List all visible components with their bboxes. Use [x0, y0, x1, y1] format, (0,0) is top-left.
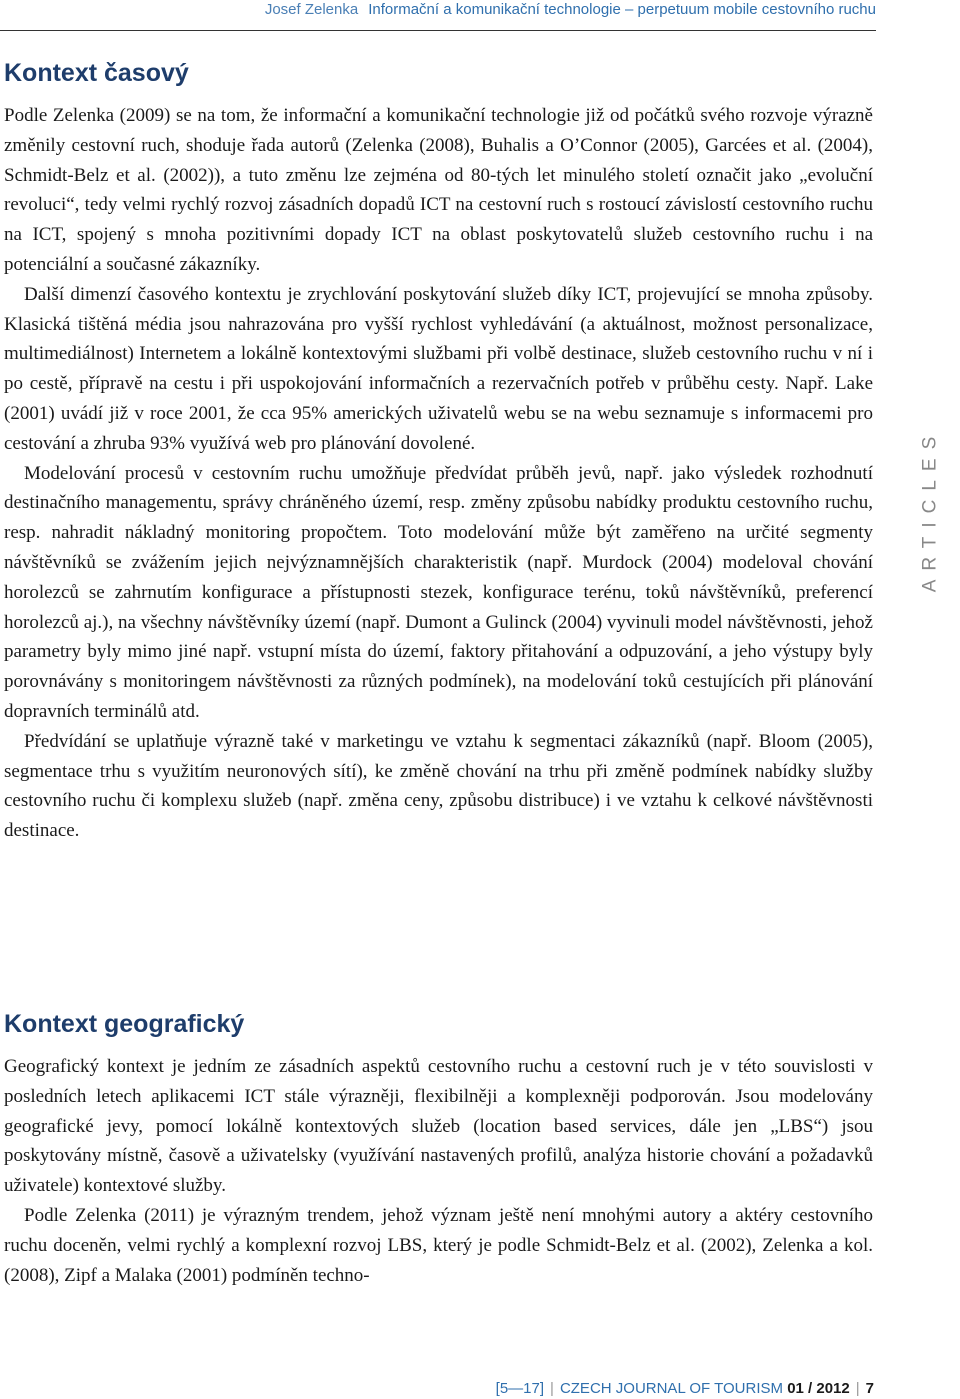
paragraph: Podle Zelenka (2009) se na tom, že informační a komunikační technologie již od počátků svého rozvoje výrazně změnily cestovní ruch, shoduje řada autorů (Zelenka (2008), Buhalis a O’Connor (2005), Garcées et al. (2004), Schmidt-Belz et al. (2002)), a tuto změnu lze zejména od 80-tých let minulého století označit jako „evoluční revoluci“, tedy velmi rychlý rozvoj zásadních dopadů ICT na cestovní ruch s rostoucí závislostí cestovního ruchu na ICT, spojený s mnoha pozitivními dopady ICT na oblast poskytovatelů služeb cestovního ruchu i na potenciální a současné zákazníky. [4, 105, 873, 275]
footer-issue: 01 / 2012 [787, 1380, 850, 1397]
header-rule [0, 30, 876, 31]
side-label-text: ARTICLES [919, 427, 941, 593]
section-body-temporal [4, 101, 873, 846]
paragraph: Modelování procesů v cestovním ruchu umožňuje předvídat průběh jevů, např. jako výsledek rozhodnutí destinačního managementu, správy chráněného území, resp. změny způsobu nabídky produktu cestovního ruchu, resp. nahradit nákladný monitoring propočtem. Toto modelování může být zaměřeno na určité segmenty návštěvníků se zvážením jejich nejvýznamnějších charakteristik (např. Murdock (2004) modeloval chování horolezců se zahrnutím konfigurace a přístupnosti stezek, konfigurace terénu, toků návštěvníků, preferencí horolezců aj.), na všechny návštěvníky území (např. Dumont a Gulinck (2004) vyvinuli model návštěvnosti, jehož parametry byly mimo jiné např. vstupní místa do území, faktory přitahování a odpuzování, a jeho výstupy byly porovnávány s monitoringem návštěvnosti za různých podmínek), na modelování toků cestujících při plánování dopravních terminálů atd. [4, 462, 873, 722]
paragraph: Předvídání se uplatňuje výrazně také v marketingu ve vztahu k segmentaci zákazníků (např. Bloom (2005), segmentace trhu s využitím neuronových sítí), ke změně chování na trhu při změně podmínek nabídky služby cestovního ruchu či komplexu služeb (např. změna ceny, způsobu distribuce) i ve vztahu k celkové návštěvnosti destinace. [4, 730, 873, 842]
side-section-label [900, 250, 960, 770]
footer-pages: [5—17] [495, 1380, 545, 1397]
header-author: Josef Zelenka [264, 1, 359, 18]
page-footer [496, 1379, 874, 1399]
page-number: 7 [865, 1380, 874, 1397]
paragraph: Geografický kontext je jedním ze zásadních aspektů cestovního ruchu a cestovní ruch je v této souvislosti v posledních letech aplikacemi ICT stále výrazněji, flexibilněji a komplexněji podporován. Jsou modelovány geografické jevy, pomocí lokálně kontextových služeb (location based services, dále jen „LBS“) jsou poskytovány místně, časově a uživatelsky (využívání nastavených profilů, analýza historie chování a požadavků uživatele) kontextové služby. [4, 1056, 873, 1197]
footer-journal: CZECH JOURNAL OF TOURISM [559, 1380, 784, 1397]
section-heading-temporal: Kontext časový [4, 59, 189, 87]
paragraph: Další dimenzí časového kontextu je zrychlování poskytování služeb díky ICT, projevující se mnoha způsoby. Klasická tištěná média jsou nahrazována pro vyšší rychlost vyhledávání (a aktuálnost, možnost personalizace, multimediálnost) Internetem a lokálně kontextovými službami při volbě destinace, služeb cestovního ruchu v ní i po cestě, přípravě na cestu i při uspokojování informačních a rezervačních potřeb v průběhu cesty. Např. Lake (2001) uvádí již v roce 2001, že cca 95% amerických uživatelů webu se na webu seznamuje s informacemi pro cestování a zhruba 93% využívá web pro plánování dovolené. [4, 283, 873, 454]
section-body-geographic [4, 1052, 873, 1290]
paragraph: Podle Zelenka (2011) je výrazným trendem, jehož význam ještě není mnohými autory a aktéry cestovního ruchu doceněn, velmi rychlý a komplexní rozvoj LBS, který je podle Schmidt-Belz et al. (2002), Zelenka a kol. (2008), Zipf a Malaka (2001) podmíněn techno- [4, 1204, 873, 1286]
section-heading-geographic: Kontext geografický [4, 1010, 245, 1038]
footer-separator: | [855, 1380, 860, 1397]
header-title: Informační a komunikační technologie – perpetuum mobile cestovního ruchu [368, 1, 876, 18]
running-header [0, 0, 876, 31]
footer-separator: | [550, 1380, 554, 1397]
